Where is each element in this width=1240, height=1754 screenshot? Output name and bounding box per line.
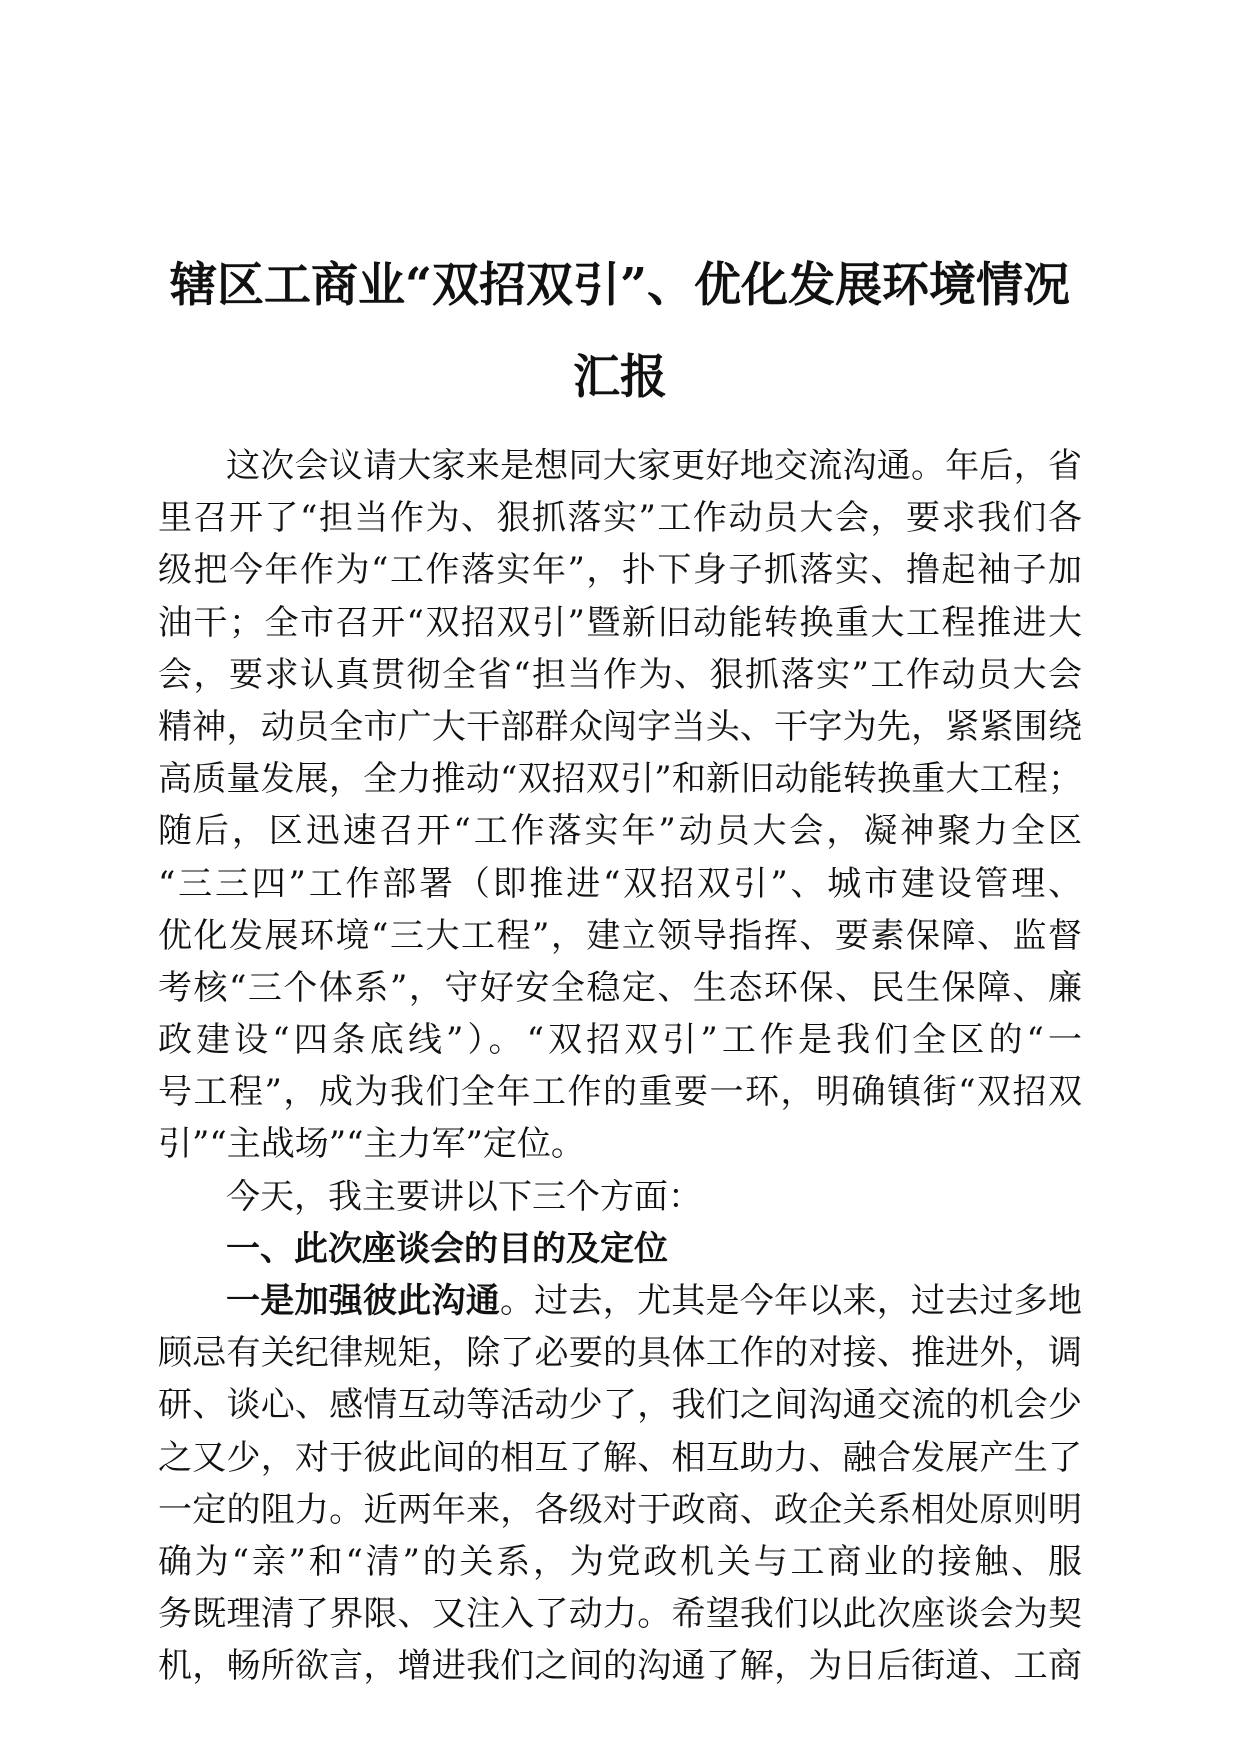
paragraph-line: 之又少，对于彼此间的相互了解、相互助力、融合发展产生了: [158, 1437, 1082, 1478]
paragraph-agenda: 今天，我主要讲以下三个方面：: [226, 1176, 702, 1217]
paragraph-line: 油干；全市召开“双招双引”暨新旧动能转换重大工程推进大: [158, 602, 1082, 643]
paragraph-line: [158, 1275, 1082, 1327]
paragraph-intro: [158, 440, 1082, 1171]
paragraph-lead-rest: 。过去，尤其是今年以来，过去过多地: [500, 1281, 1082, 1321]
document-title-line-2: 汇报: [573, 350, 667, 405]
paragraph-line: 这次会议请大家来是想同大家更好地交流沟通。年后，省: [226, 446, 1082, 486]
paragraph-line: 级把今年作为“工作落实年”，扑下身子抓落实、撸起袖子加: [158, 550, 1082, 591]
paragraph-line: 政建设“四条底线”）。“双招双引”工作是我们全区的“一: [158, 1020, 1082, 1061]
paragraph-line: 机，畅所欲言，增进我们之间的沟通了解，为日后街道、工商: [158, 1646, 1082, 1687]
document-title-line-1: 辖区工商业“双招双引”、优化发展环境情况: [169, 258, 1071, 313]
paragraph-line: 里召开了“担当作为、狠抓落实”工作动员大会，要求我们各: [158, 498, 1082, 539]
paragraph-line: 确为“亲”和“清”的关系，为党政机关与工商业的接触、服: [158, 1541, 1082, 1582]
paragraph-line: 一定的阻力。近两年来，各级对于政商、政企关系相处原则明: [158, 1489, 1082, 1530]
document-body: [158, 440, 1082, 1693]
paragraph-line: 会，要求认真贯彻全省“担当作为、狠抓落实”工作动员大会: [158, 654, 1082, 695]
paragraph-line: 优化发展环境“三大工程”，建立领导指挥、要素保障、监督: [158, 915, 1082, 956]
paragraph-line: 高质量发展，全力推动“双招双引”和新旧动能转换重大工程；: [158, 759, 1082, 800]
paragraph-line: “三三四”工作部署（即推进“双招双引”、城市建设管理、: [158, 863, 1082, 904]
section-heading: 一、此次座谈会的目的及定位: [226, 1228, 668, 1269]
paragraph-line: 顾忌有关纪律规矩，除了必要的具体工作的对接、推进外，调: [158, 1333, 1082, 1374]
paragraph-line: 考核“三个体系”，守好安全稳定、生态环保、民生保障、廉: [158, 967, 1082, 1008]
paragraph-line: 号工程”，成为我们全年工作的重要一环，明确镇街“双招双: [158, 1072, 1082, 1113]
paragraph-line: 务既理清了界限、又注入了动力。希望我们以此次座谈会为契: [158, 1594, 1082, 1635]
paragraph-communication: [158, 1275, 1082, 1693]
paragraph-line: 随后，区迅速召开“工作落实年”动员大会，凝神聚力全区: [158, 811, 1082, 852]
paragraph-lead: 一是加强彼此沟通: [226, 1281, 500, 1321]
paragraph-line: 引”“主战场”“主力军”定位。: [158, 1124, 585, 1165]
paragraph-line: 精神，动员全市广大干部群众闯字当头、干字为先，紧紧围绕: [158, 706, 1082, 747]
paragraph-line: 研、谈心、感情互动等活动少了，我们之间沟通交流的机会少: [158, 1385, 1082, 1426]
